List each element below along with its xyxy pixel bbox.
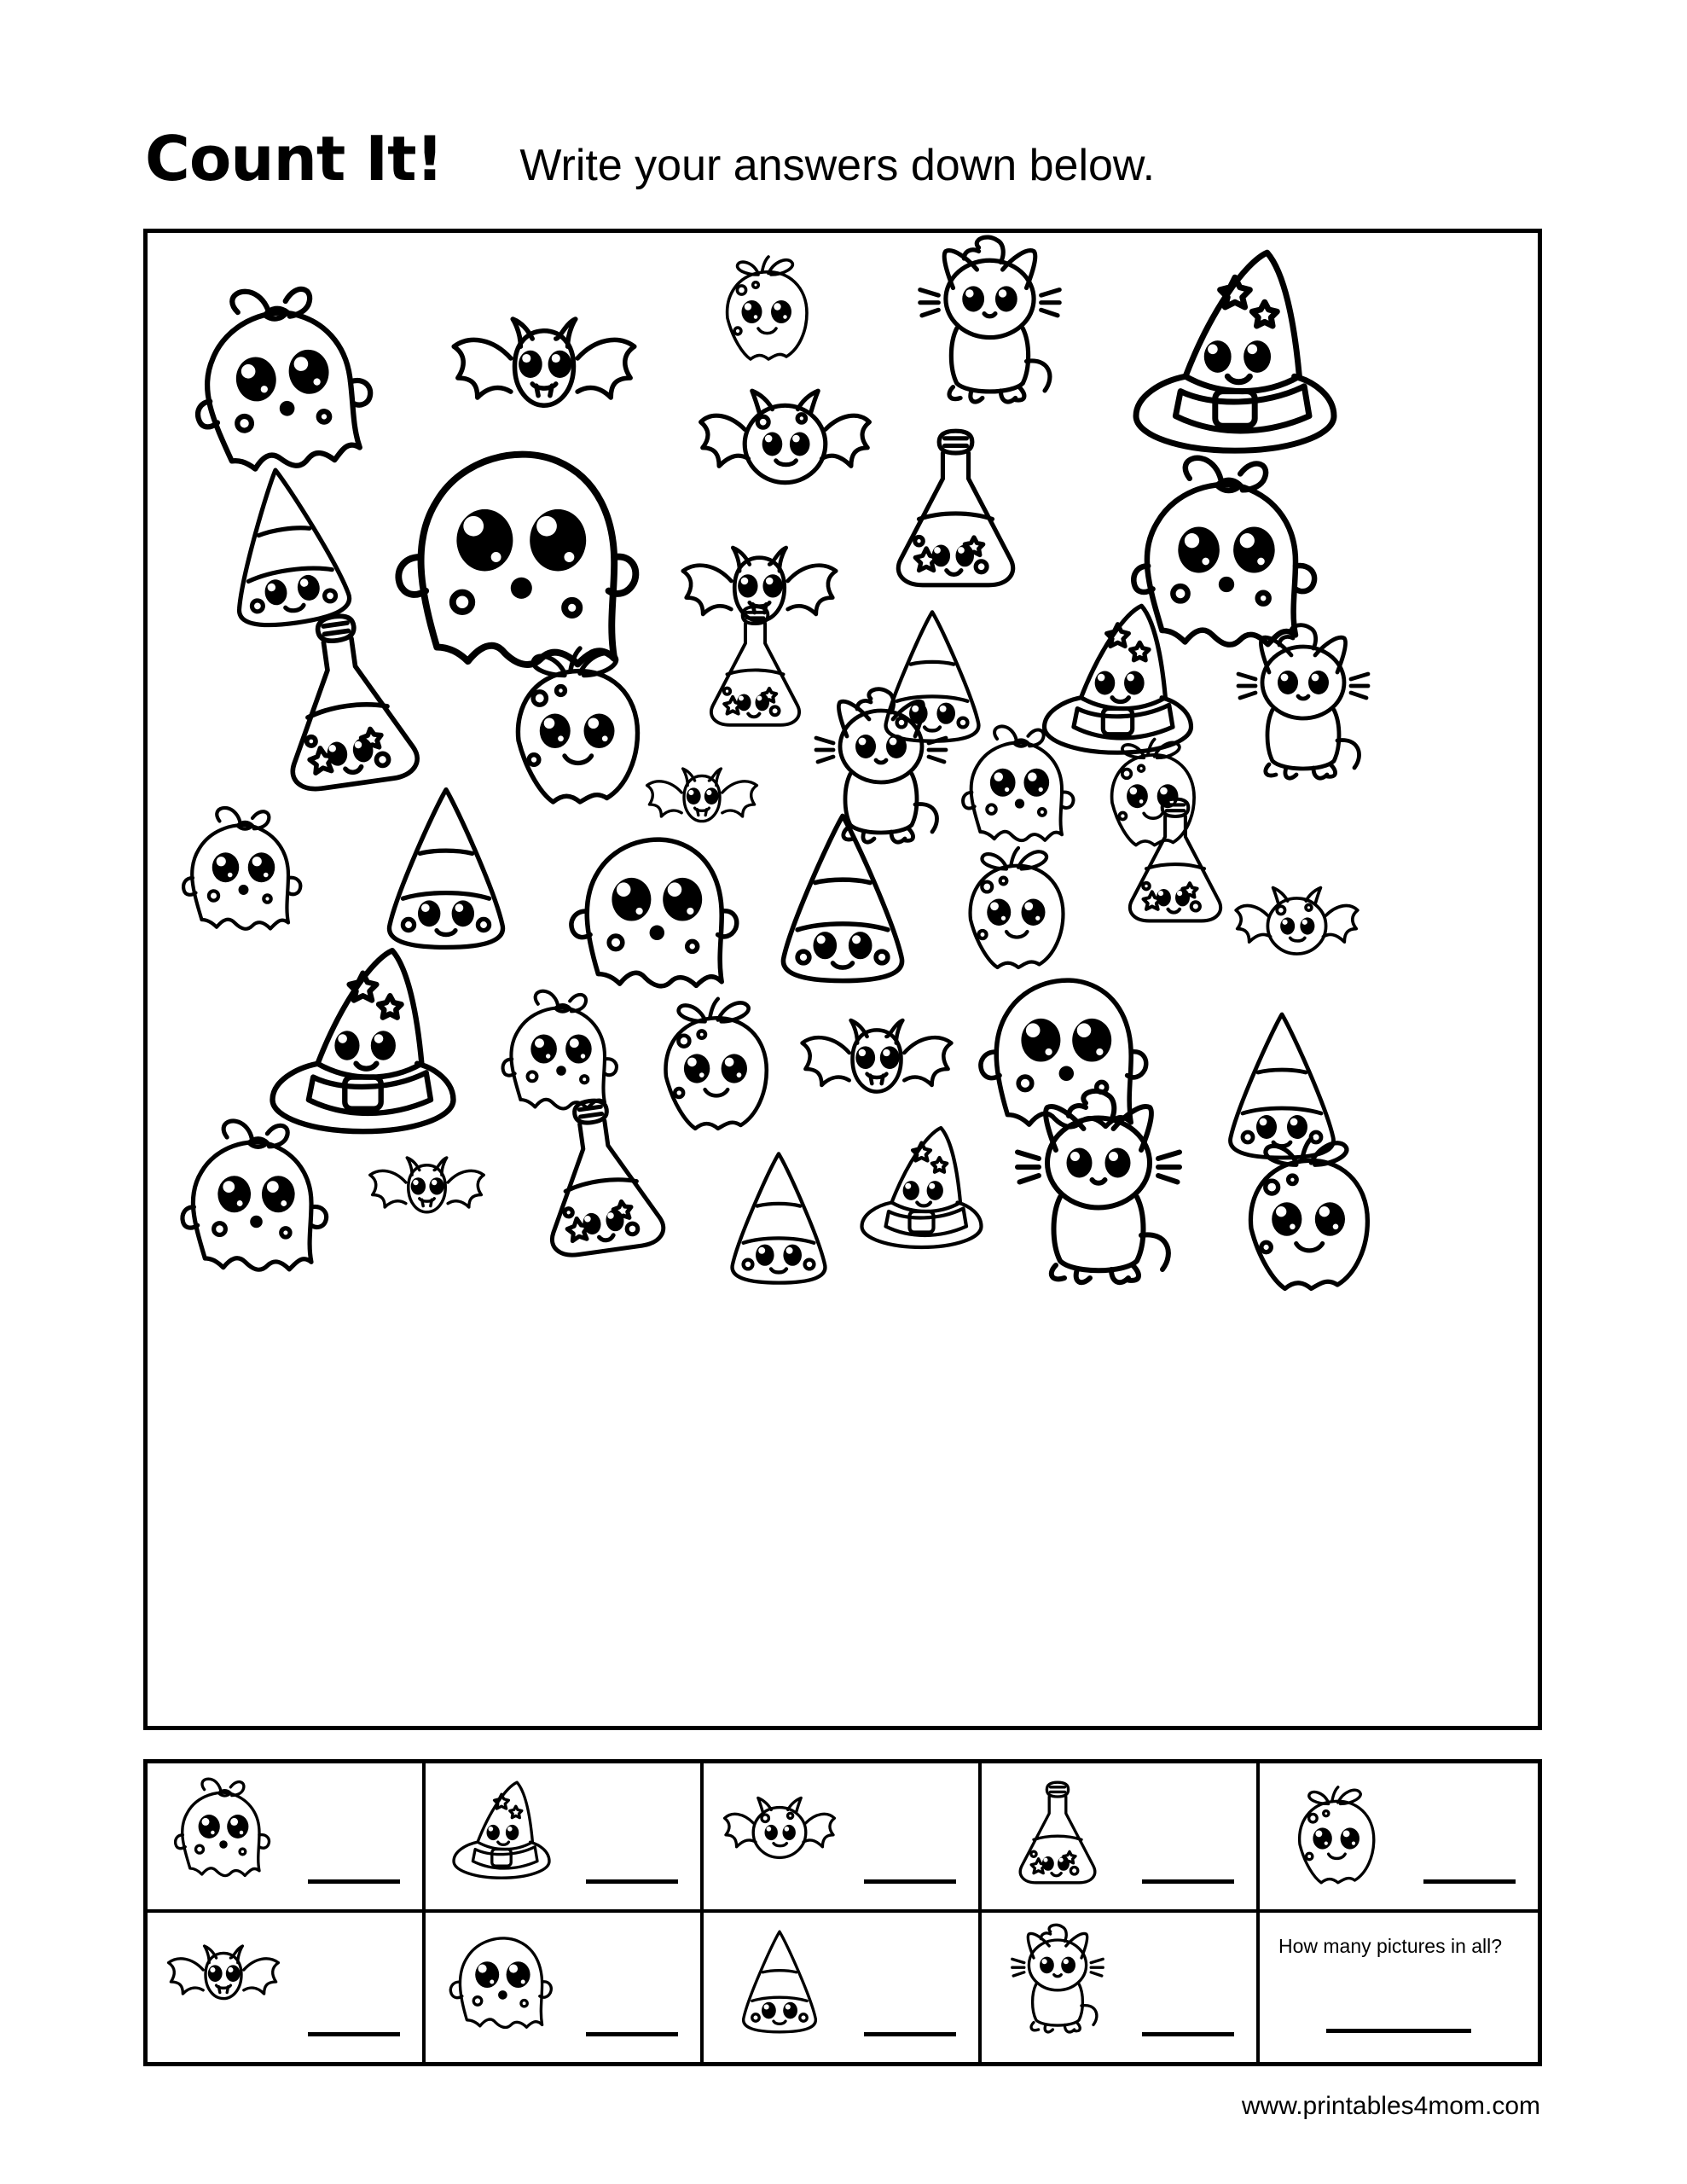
witch-hat-icon [1111, 233, 1359, 480]
answer-cell-cat[interactable] [982, 1913, 1260, 2062]
bat-icon [365, 1133, 489, 1257]
answer-cell-candy-corn[interactable] [704, 1913, 982, 2062]
answer-cell-total[interactable] [1260, 1913, 1538, 2062]
answer-blank[interactable] [864, 1879, 956, 1884]
picture-area [143, 229, 1542, 1730]
pumpkin-ghost-icon [702, 241, 830, 369]
answer-cell-bat[interactable] [148, 1913, 426, 2062]
worksheet-header [145, 123, 1544, 213]
answer-cell-witch-hat[interactable] [426, 1763, 704, 1913]
answer-blank[interactable] [586, 2032, 678, 2036]
answer-cell-bat-ball[interactable] [704, 1763, 982, 1913]
answer-key-grid [143, 1759, 1542, 2066]
ghost-bow-icon [169, 800, 318, 950]
answer-blank[interactable] [1423, 1879, 1516, 1884]
witch-hat-icon [847, 1116, 996, 1265]
candy-corn-icon [745, 800, 941, 996]
page-title: Count It! [145, 123, 443, 195]
total-question-label: How many pictures in all? [1278, 1935, 1503, 1957]
pumpkin-ghost-icon [1214, 1116, 1401, 1304]
bat-icon [159, 1918, 287, 2046]
answer-blank[interactable] [308, 1879, 400, 1884]
page-subtitle: Write your answers down below. [519, 141, 1156, 190]
answer-cell-ghost[interactable] [426, 1913, 704, 2062]
bat-ball-icon [1231, 860, 1363, 992]
cat-icon [992, 1086, 1205, 1299]
potion-flask-icon [1103, 787, 1248, 932]
cat-icon [1218, 621, 1388, 792]
candy-corn-icon [702, 1141, 855, 1295]
answer-cell-potion-flask[interactable] [982, 1763, 1260, 1913]
answer-blank[interactable] [1142, 2032, 1234, 2036]
answer-cell-pumpkin-ghost[interactable] [1260, 1763, 1538, 1913]
ghost-bow-icon [159, 1769, 287, 1896]
witch-hat-icon [438, 1769, 565, 1896]
cat-icon [994, 1918, 1122, 2046]
total-answer-blank[interactable] [1326, 2029, 1471, 2033]
answer-blank[interactable] [1142, 1879, 1234, 1884]
answer-cell-ghost-with-bow[interactable] [148, 1763, 426, 1913]
answer-blank[interactable] [308, 2032, 400, 2036]
answer-blank[interactable] [586, 1879, 678, 1884]
potion-flask-icon [498, 1074, 700, 1276]
ghost-bow-icon [165, 1112, 348, 1295]
pumpkin-ghost-icon [1272, 1769, 1400, 1896]
answer-blank[interactable] [864, 2032, 956, 2036]
potion-flask-icon [994, 1769, 1122, 1896]
potion-flask-icon [864, 416, 1047, 600]
bat-ball-icon [693, 352, 877, 536]
candy-corn-icon [716, 1918, 844, 2046]
bat-ball-icon [716, 1769, 844, 1896]
footer-url: www.printables4mom.com [1241, 2092, 1540, 2120]
cat-icon [898, 233, 1081, 416]
ghost-icon [438, 1918, 565, 2046]
